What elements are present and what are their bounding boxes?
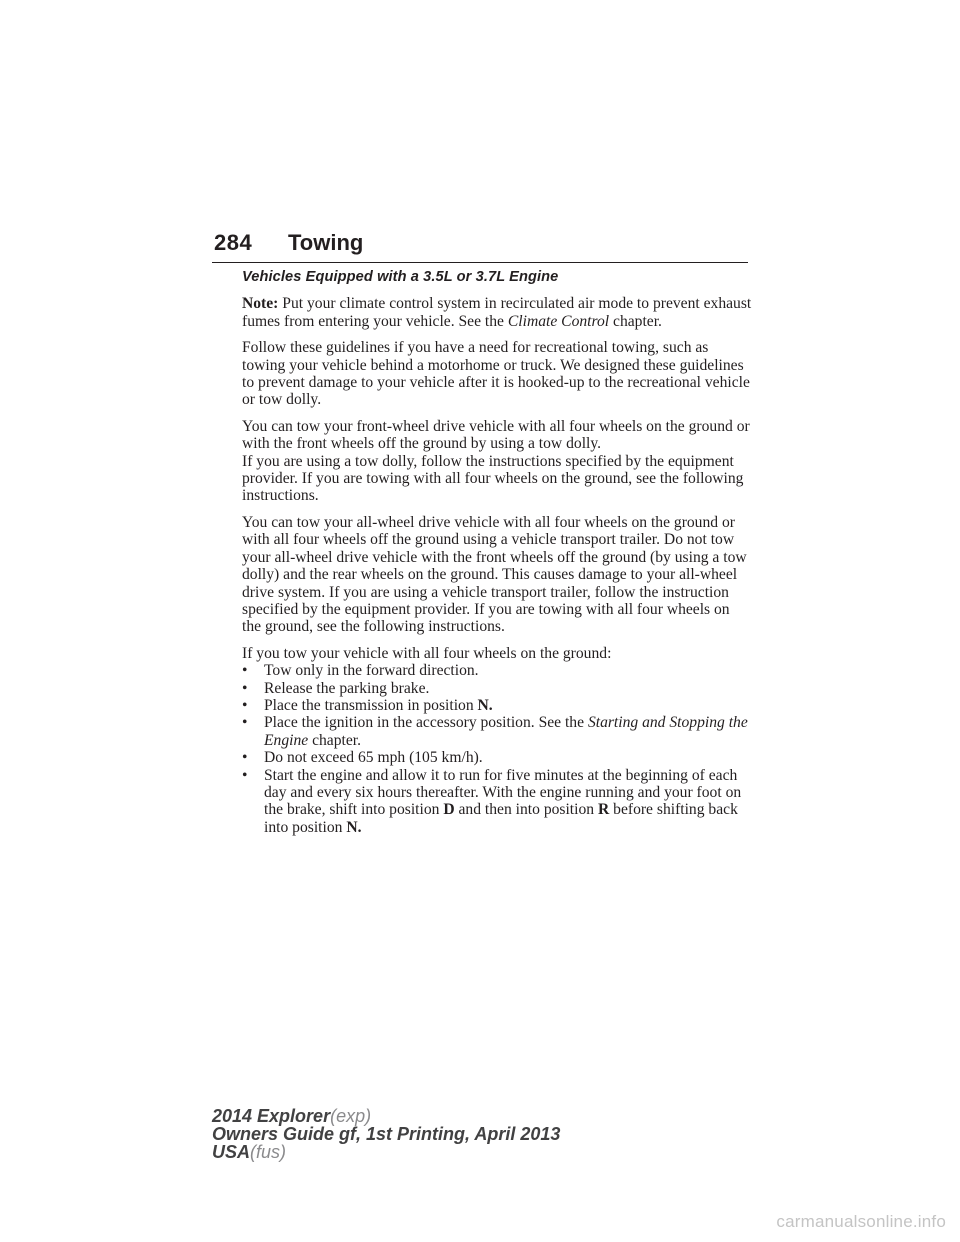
list-item-text: Place the transmission in position — [264, 696, 474, 714]
list-item — [242, 697, 752, 714]
note-chapter-ref: Climate Control — [507, 312, 610, 330]
list-item-text: Place the ignition in the accessory position. See the — [264, 714, 585, 732]
list-item-suffix: chapter. — [312, 731, 361, 749]
note-label: Note: — [242, 295, 279, 313]
bullet-marker: • — [242, 662, 248, 680]
towing-steps-list — [242, 662, 752, 836]
position-r: R — [597, 801, 610, 819]
bullet-marker: • — [242, 679, 248, 697]
position-n: N. — [477, 696, 493, 714]
list-item — [242, 662, 752, 679]
list-item — [242, 680, 752, 697]
footer-region: USA — [212, 1142, 251, 1162]
bullet-marker: • — [242, 696, 248, 714]
page-footer — [212, 1107, 560, 1161]
list-item-text: Release the parking brake. — [264, 679, 430, 697]
page-content — [242, 269, 752, 836]
paragraph-front-wheel-drive-b: If you are using a tow dolly, follow the instructions specified by the equipment provider. If you are towing with all four wheels on the ground, see the following instructions. — [242, 452, 744, 505]
footer-region-code: (fus) — [250, 1142, 287, 1162]
paragraph-recreational-towing: Follow these guidelines if you have a need for recreational towing, such as towing your vehicle behind a motorhome or truck. We designed these guidelines to prevent damage to your vehicle after it is hooked-up to the recreational vehicle or tow dolly. — [242, 339, 750, 409]
list-item-text: Start the engine and allow it to run for five minutes at the beginning of each day and every six hours thereafter. With the engine running and your foot on the brake, shift into position — [264, 766, 742, 819]
starting-chapter-ref: Starting and Stopping the Engine — [264, 714, 748, 749]
footer-model-line — [212, 1107, 560, 1125]
paragraph-front-wheel-drive-a: You can tow your front-wheel drive vehicle with all four wheels on the ground or with the front wheels off the ground by using a tow dolly. — [242, 417, 750, 453]
note-suffix: chapter. — [613, 312, 662, 330]
footer-model-code: (exp) — [330, 1106, 372, 1126]
page-header — [212, 228, 748, 263]
watermark: carmanualsonline.info — [776, 1212, 946, 1231]
footer-region-line — [212, 1143, 560, 1161]
list-item — [242, 767, 752, 837]
section-heading: Vehicles Equipped with a 3.5L or 3.7L Engine — [242, 269, 559, 285]
footer-model: 2014 Explorer — [212, 1106, 331, 1126]
position-n: N. — [346, 818, 362, 836]
note-paragraph — [242, 295, 752, 330]
list-item — [242, 714, 752, 749]
list-item-text: before shifting back into position — [264, 801, 738, 836]
page-number: 284 — [214, 230, 253, 255]
list-item-text: and then into position — [458, 801, 595, 819]
bullet-marker: • — [242, 766, 248, 784]
paragraph-all-wheel-drive: You can tow your all-wheel drive vehicle with all four wheels on the ground or with all four wheels off the ground using a vehicle transport trailer. Do not tow your all-wheel drive vehicle with the front wheels off the ground (by using a tow dolly) and the rear wheels on the ground. This causes damage to your all-wheel drive system. If you are using a vehicle transport trailer, follow the instruction specified by the equipment provider. If you are towing with all four wheels on the ground, see the following instructions. — [242, 513, 747, 636]
footer-guide: Owners Guide gf, 1st Printing, April 2013 — [212, 1124, 561, 1144]
bullet-marker: • — [242, 714, 248, 732]
list-item-text: Tow only in the forward direction. — [264, 662, 479, 680]
position-d: D — [443, 801, 455, 819]
chapter-title: Towing — [288, 230, 364, 255]
list-item — [242, 749, 752, 766]
note-text: Put your climate control system in recirculated air mode to prevent exhaust fumes from entering your vehicle. See the — [242, 295, 752, 330]
paragraph-four-wheels: If you tow your vehicle with all four wheels on the ground: — [242, 644, 612, 662]
bullet-marker: • — [242, 749, 248, 767]
list-item-text: Do not exceed 65 mph (105 km/h). — [264, 749, 483, 767]
paragraph-front-wheel-drive — [242, 418, 752, 505]
